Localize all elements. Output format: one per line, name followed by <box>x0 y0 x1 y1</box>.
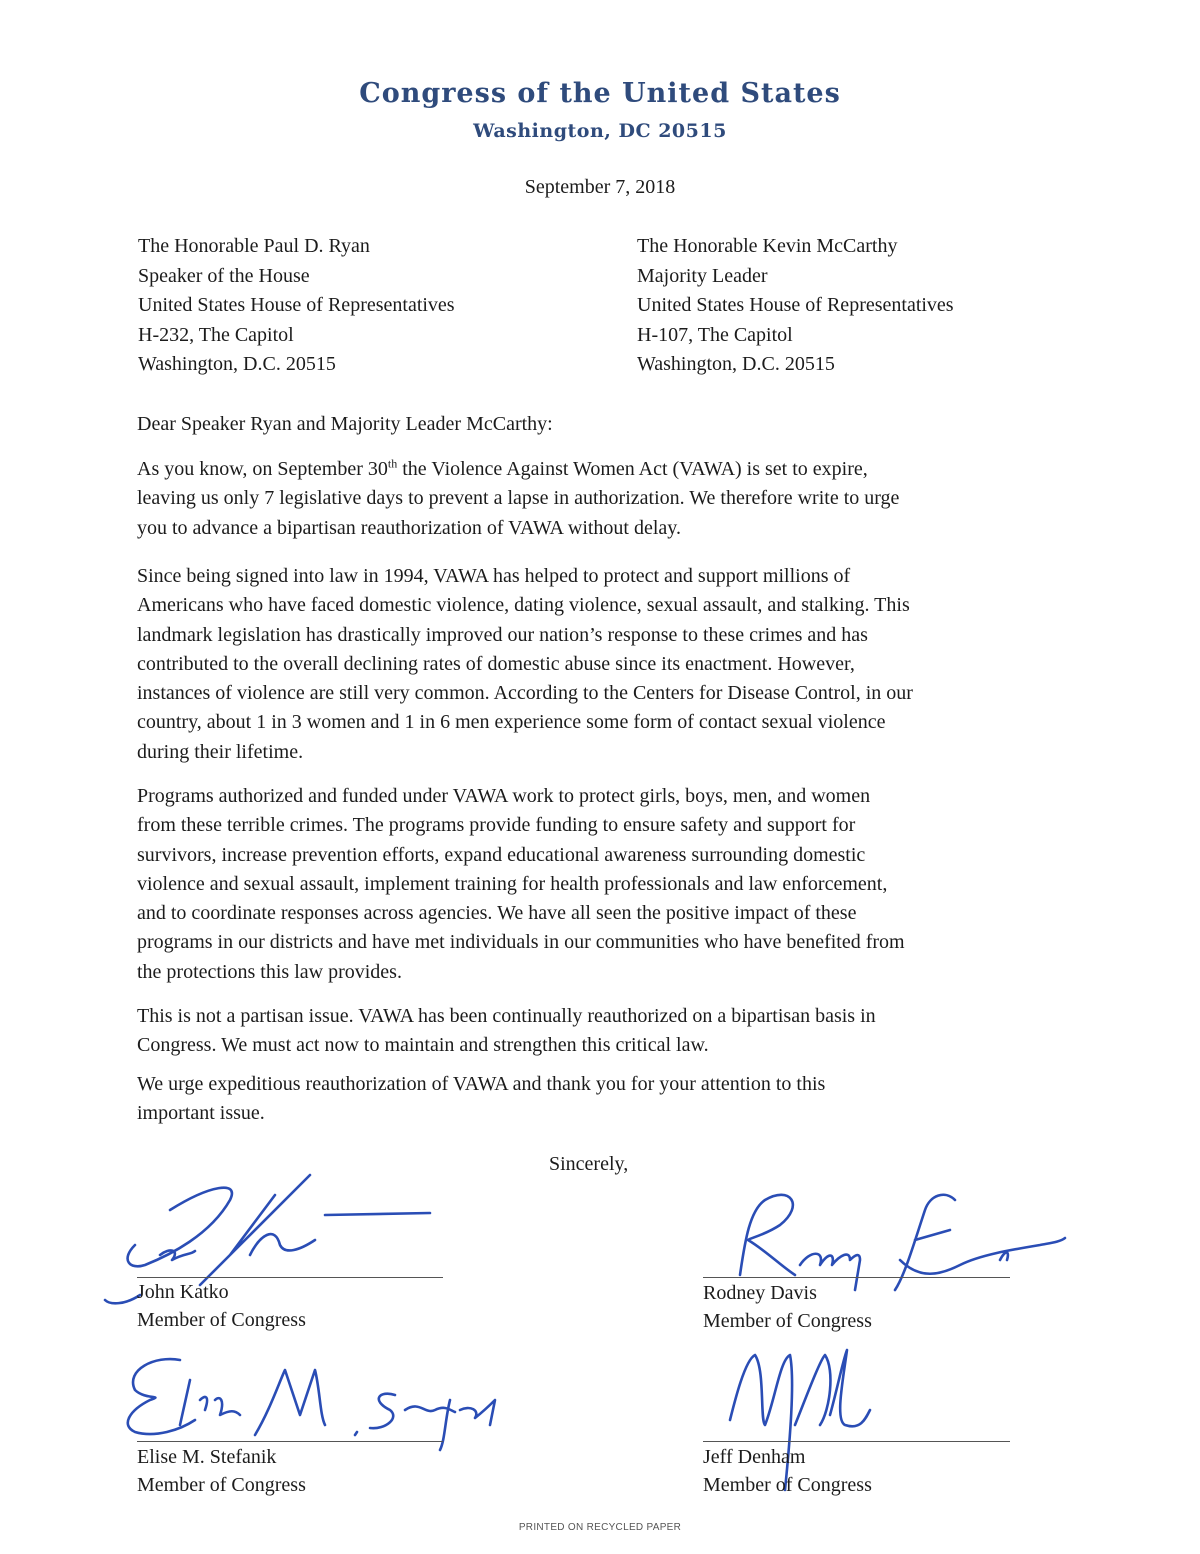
address-line: United States House of Representatives <box>637 294 954 316</box>
paragraph-line: the protections this law provides. <box>137 960 402 983</box>
signer-name: Rodney Davis <box>703 1282 817 1304</box>
signer-title: Member of Congress <box>137 1474 306 1496</box>
paragraph-line: Americans who have faced domestic violence, dating violence, sexual assault, and stalking. This <box>137 594 910 617</box>
address-line: Speaker of the House <box>138 264 310 287</box>
paragraph-line: from these terrible crimes. The programs provide funding to ensure safety and support for <box>137 814 856 837</box>
closing: Sincerely, <box>549 1153 629 1175</box>
paragraph <box>137 562 913 767</box>
paragraph-line: during their lifetime. <box>137 740 304 763</box>
paragraph-line: instances of violence are still very common. According to the Centers for Disease Control, in our <box>137 682 913 705</box>
signer-title: Member of Congress <box>137 1309 306 1331</box>
paragraph-line: survivors, increase prevention efforts, expand educational awareness surrounding domestic <box>137 843 866 866</box>
address-line: H-232, The Capitol <box>138 323 294 346</box>
paragraph-line: This is not a partisan issue. VAWA has been continually reauthorized on a bipartisan basis in <box>137 1005 876 1027</box>
paragraph-line: you to advance a bipartisan reauthorization of VAWA without delay. <box>137 516 681 539</box>
signer-block-denham <box>703 1443 872 1499</box>
paragraph-line: programs in our districts and have met individuals in our communities who have benefited from <box>137 931 905 954</box>
address-line: Majority Leader <box>637 264 768 287</box>
signer-name: Elise M. Stefanik <box>137 1446 277 1468</box>
signature-elise-stefanik <box>105 1340 505 1460</box>
paragraph <box>137 455 899 543</box>
signer-name: John Katko <box>137 1281 229 1303</box>
paragraph-line: country, about 1 in 3 women and 1 in 6 men experience some form of contact sexual violence <box>137 711 886 734</box>
address-line: United States House of Representatives <box>138 294 455 316</box>
text-run: As you know, on September 30 <box>137 458 388 480</box>
paragraph-line <box>137 455 899 484</box>
signer-block-stefanik <box>137 1443 306 1499</box>
address-line: Washington, D.C. 20515 <box>637 353 835 375</box>
recycled-paper-footer: PRINTED ON RECYCLED PAPER <box>518 1522 682 1533</box>
signer-name: Jeff Denham <box>703 1446 806 1468</box>
paragraph-line: We urge expeditious reauthorization of VAWA and thank you for your attention to this <box>137 1073 826 1095</box>
text-run: the Violence Against Women Act (VAWA) is set to expire, <box>397 458 868 480</box>
paragraph-line: leaving us only 7 legislative days to prevent a lapse in authorization. We therefore write to urge <box>137 487 900 510</box>
paragraph-line: landmark legislation has drastically improved our nation’s response to these crimes and has <box>137 623 868 646</box>
signer-block-davis <box>703 1279 872 1335</box>
letterhead-address: Washington, DC 20515 <box>473 120 727 142</box>
signer-title: Member of Congress <box>703 1310 872 1332</box>
paragraph-line: contributed to the overall declining rates of domestic abuse since its enactment. However, <box>137 652 855 675</box>
signature-line <box>703 1277 1010 1278</box>
address-line: The Honorable Kevin McCarthy <box>637 235 898 257</box>
paragraph <box>137 782 905 987</box>
address-line: Washington, D.C. 20515 <box>138 353 336 375</box>
signature-line <box>703 1441 1010 1442</box>
salutation: Dear Speaker Ryan and Majority Leader McCarthy: <box>137 413 553 435</box>
signer-title: Member of Congress <box>703 1474 872 1496</box>
ordinal-suffix: th <box>387 456 398 471</box>
paragraph <box>137 1002 876 1061</box>
signature-line <box>137 1441 443 1442</box>
letterhead-title: Congress of the United States <box>359 78 841 109</box>
letter-date: September 7, 2018 <box>524 176 676 198</box>
paragraph-line: violence and sexual assault, implement training for health professionals and law enforcement, <box>137 872 888 895</box>
address-line: H-107, The Capitol <box>637 323 793 346</box>
paragraph-line: Congress. We must act now to maintain and strengthen this critical law. <box>137 1034 709 1057</box>
paragraph-line: and to coordinate responses across agencies. We have all seen the positive impact of these <box>137 902 857 925</box>
paragraph-line: Since being signed into law in 1994, VAWA has helped to protect and support millions of <box>137 565 851 587</box>
signer-block-katko <box>137 1278 306 1334</box>
recipient-address-mccarthy <box>637 232 954 380</box>
paragraph <box>137 1070 825 1129</box>
paragraph-line: Programs authorized and funded under VAWA work to protect girls, boys, men, and women <box>137 785 871 807</box>
address-line: The Honorable Paul D. Ryan <box>138 235 370 257</box>
paragraph-line: important issue. <box>137 1102 265 1125</box>
recipient-address-ryan <box>138 232 455 380</box>
